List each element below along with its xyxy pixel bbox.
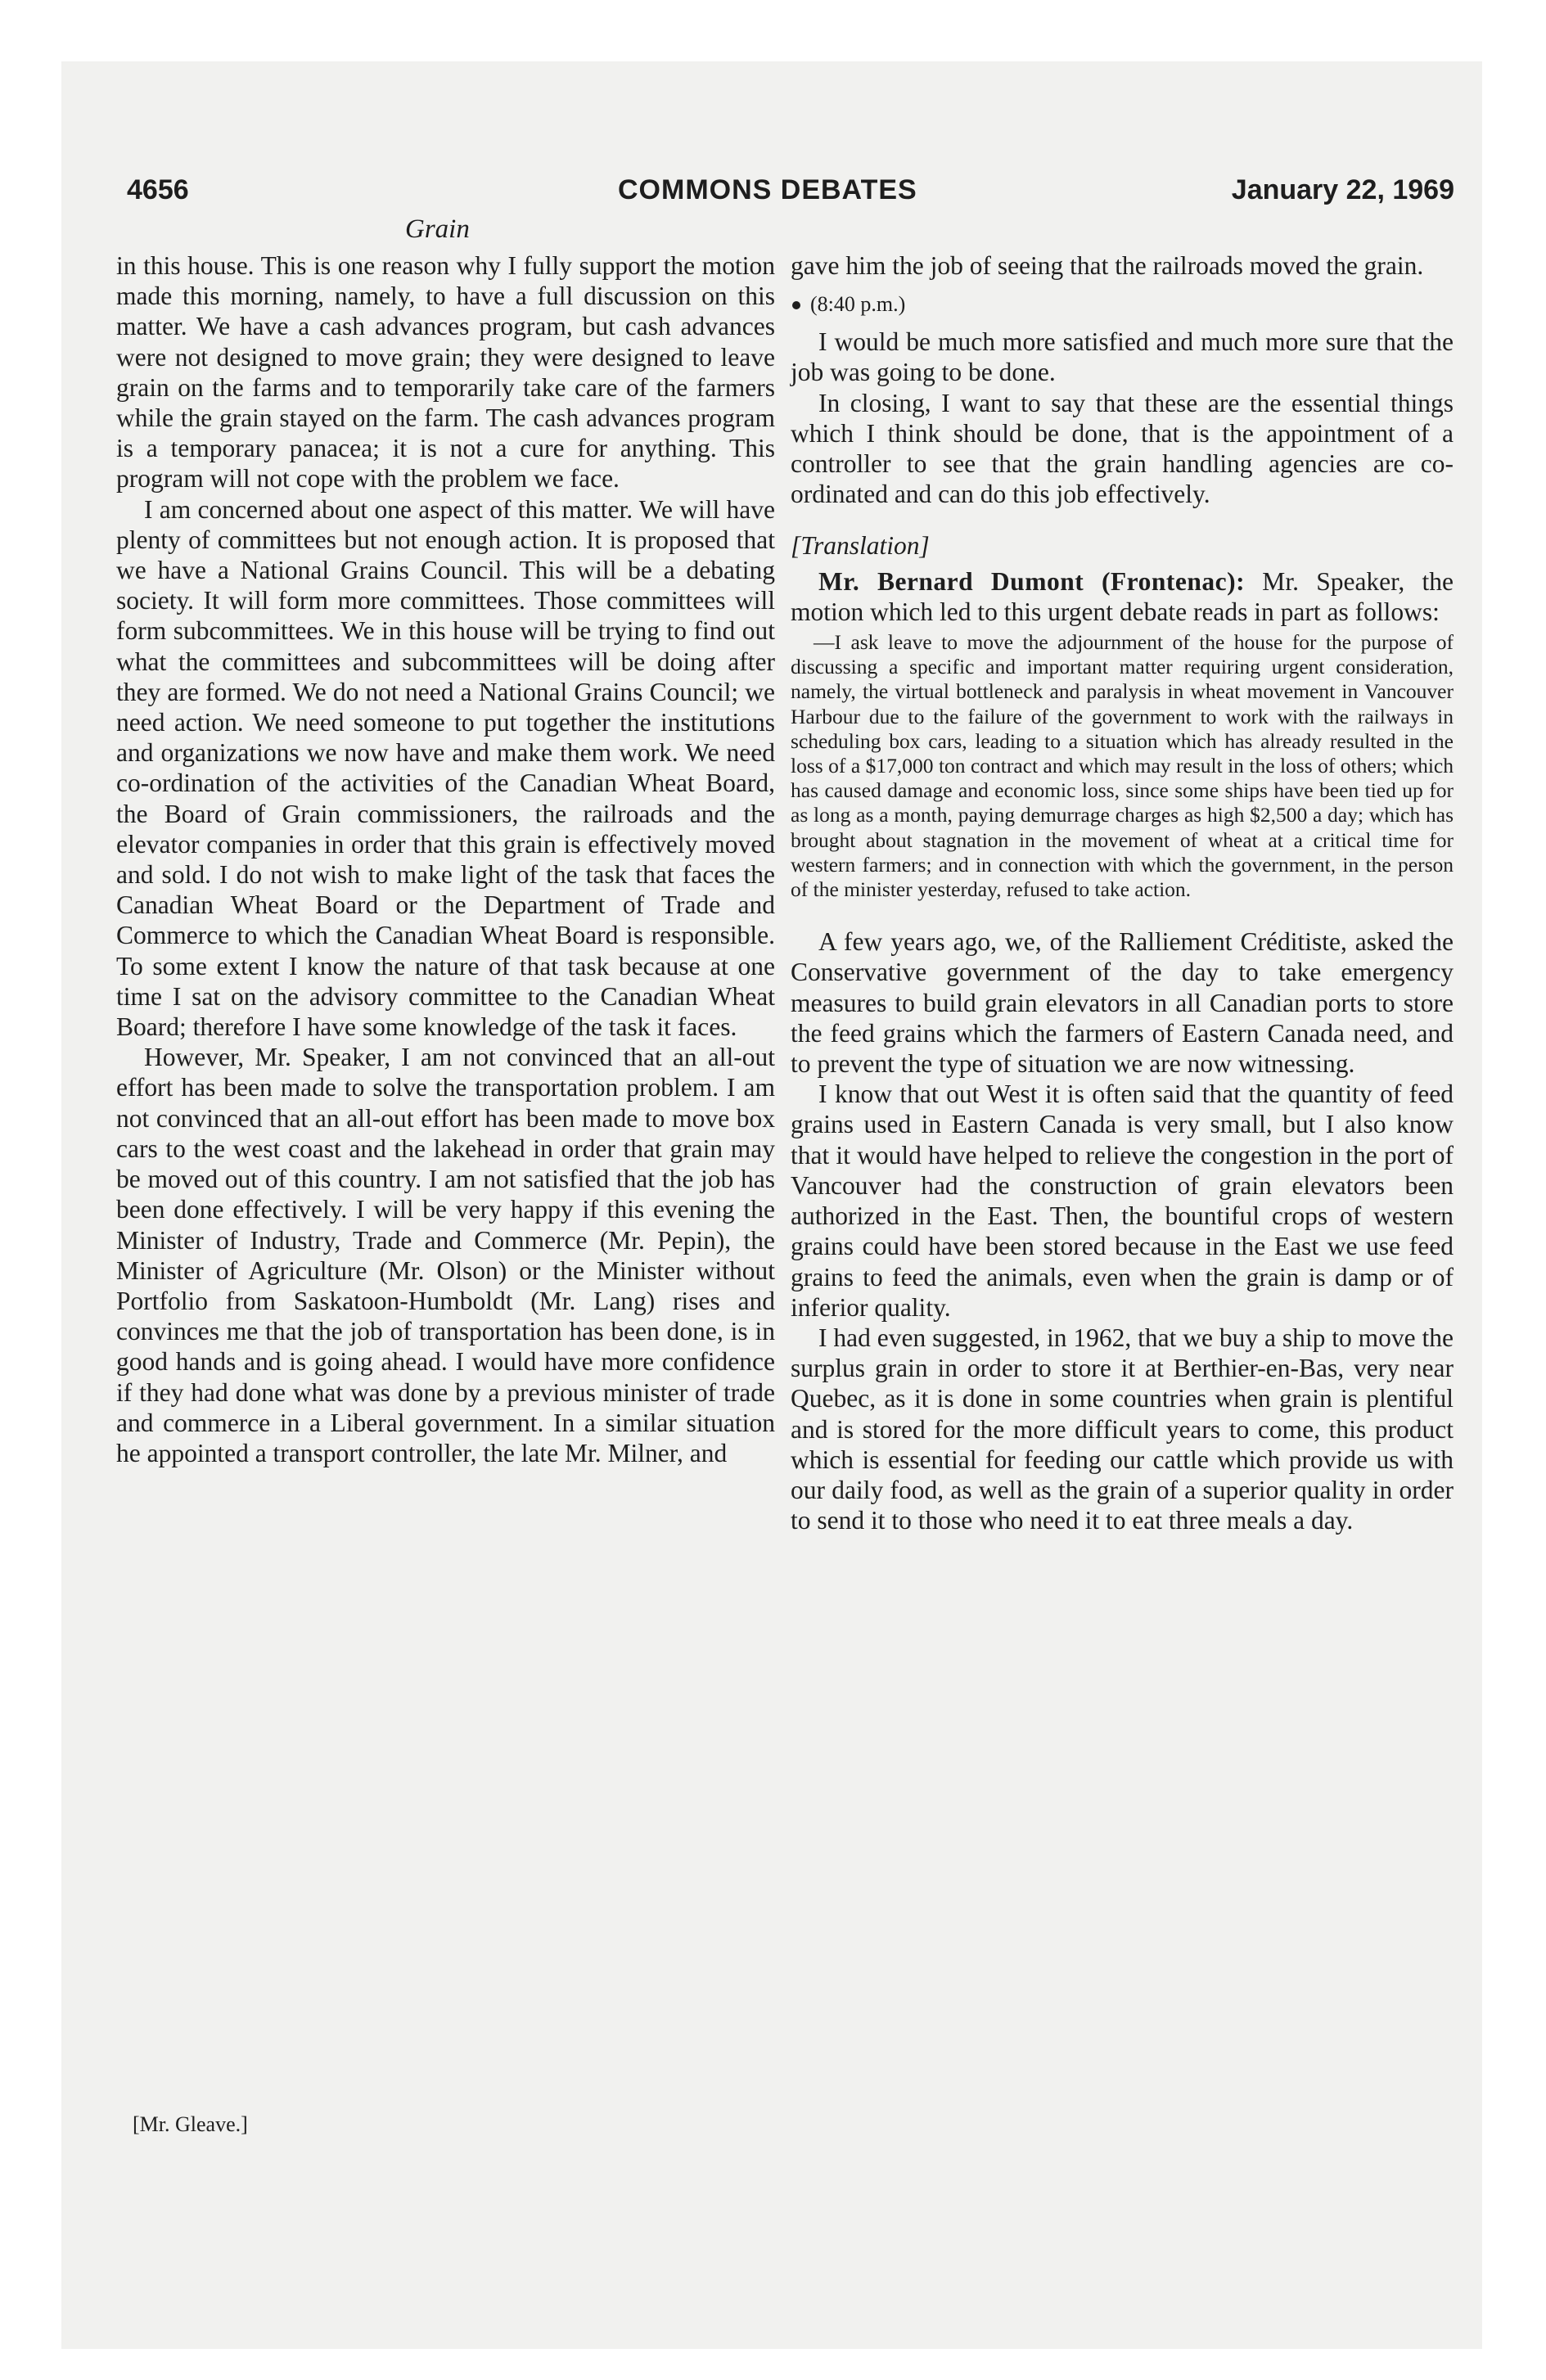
paragraph: gave him the job of seeing that the railroads moved the grain.	[791, 251, 1424, 280]
motion-quote	[791, 630, 1454, 902]
page-header	[127, 174, 1454, 214]
paragraph: In closing, I want to say that these are the essential things which I think should be done, that is the appointment of a controller to see that the grain handling agencies are co-ordinated and can do this job effectively.	[791, 388, 1454, 509]
paragraph: I know that out West it is often said that the quantity of feed grains used in Eastern Canada is very small, but I also know that it would have helped to relieve the congestion in the port of Vancouver had the construction of grain elevators been authorized in the East. Then, the bountiful crops of western grains could have been stored because in the East we use feed grains to feed the animals, even when the grain is damp or of inferior quality.	[791, 1080, 1454, 1322]
paragraph: I had even suggested, in 1962, that we buy a ship to move the surplus grain in order to store it at Berthier-en-Bas, very near Quebec, as it is done in some countries when grain is plentiful and is stored for the more difficult years to come, this product which is essential for feeding our cattle which provide us with our daily food, as well as the grain of a superior quality in order to send it to those who need it to eat three meals a day.	[791, 1323, 1454, 1535]
subject-heading: Grain	[405, 214, 470, 244]
timestamp-text: (8:40 p.m.)	[810, 292, 906, 317]
quote-text: —I ask leave to move the adjournment of the house for the purpose of discussing a specific and important matter requiring urgent consideration, namely, the virtual bottleneck and paralysis in wheat movement in Vancouver Harbour due to the failure of the government to work with the railways in scheduling box cars, leading to a situation which has already resulted in the loss of a $17,000 ton contract and which may result in the loss of others; which has caused damage and economic loss, since some ships have been tied up for as long as a month, paying demurrage charges as high $2,500 a day; which has brought about stagnation in the movement of wheat at a critical time for western farmers; and in connection with which the government, in the person of the minister yesterday, refused to take action.	[791, 630, 1454, 902]
timestamp	[791, 292, 1454, 317]
paragraph-text: Mr. Speaker, the motion which led to this urgent debate reads in part as follows:	[791, 566, 1454, 626]
publication-date: January 22, 1969	[1231, 174, 1454, 205]
paragraph: However, Mr. Speaker, I am not convinced that an all-out effort has been made to solve the transportation problem. I am not convinced that an all-out effort has been made to move box cars to the west coast and the lakehead in order that grain may be moved out of this country. I am not satisfied that the job has been done effectively. I will be very happy if this evening the Minister of Industry, Trade and Commerce (Mr. Pepin), the Minister of Agriculture (Mr. Olson) or the Minister without Portfolio from Saskatoon-Humboldt (Mr. Lang) rises and convinces me that the job of transportation has been done, is in good hands and is going ahead. I would have more confidence if they had done what was done by a previous minister of trade and commerce in a Liberal government. In a similar situation he appointed a transport controller, the late Mr. Milner, and	[116, 1043, 775, 1467]
paragraph: I would be much more satisfied and much more sure that the job was going to be done.	[791, 327, 1454, 387]
bullet-dot-icon	[792, 301, 800, 309]
speaker-name: Mr. Bernard Dumont (Frontenac):	[818, 566, 1246, 596]
paragraph: in this house. This is one reason why I fully support the motion made this morning, namely, to have a full discussion on this matter. We have a cash advances program, but cash advances were not designed to move grain; they were designed to leave grain on the farms and to temporarily take care of the farmers while the grain stayed on the farm. The cash advances program is a temporary panacea; it is not a cure for anything. This program will not cope with the problem we face.	[116, 251, 775, 494]
paragraph: A few years ago, we, of the Ralliement Créditiste, asked the Conservative government of the day to take emergency measures to build grain elevators in all Canadian ports to store the feed grains which the farmers of Eastern Canada need, and to prevent the type of situation we are now witnessing.	[791, 927, 1454, 1079]
left-column	[116, 250, 775, 1468]
page-number: 4656	[127, 174, 189, 205]
speaker-paragraph	[791, 566, 1454, 627]
right-column	[791, 250, 1454, 1535]
publication-title: COMMONS DEBATES	[618, 174, 917, 205]
speaker-byline: [Mr. Gleave.]	[133, 2112, 248, 2136]
paragraph: I am concerned about one aspect of this matter. We will have plenty of committees but not enough action. It is proposed that we have a National Grains Council. This will be a debating society. It will form more committees. Those committees will form subcommittees. We in this house will be trying to find out what the committees and subcommittees will be doing after they are formed. We do not need a National Grains Council; we need action. We need someone to put together the institutions and organizations we now have and make them work. We need co-ordination of the activities of the Canadian Wheat Board, the Board of Grain commissioners, the railroads and the elevator companies in order that this grain is effectively moved and sold. I do not wish to make light of the task that faces the Canadian Wheat Board or the Department of Trade and Commerce to which the Canadian Wheat Board is responsible. To some extent I know the nature of that task because at one time I sat on the advisory committee to the Canadian Wheat Board; therefore I have some knowledge of the task it faces.	[116, 494, 775, 1042]
translation-label: [Translation]	[791, 531, 930, 561]
